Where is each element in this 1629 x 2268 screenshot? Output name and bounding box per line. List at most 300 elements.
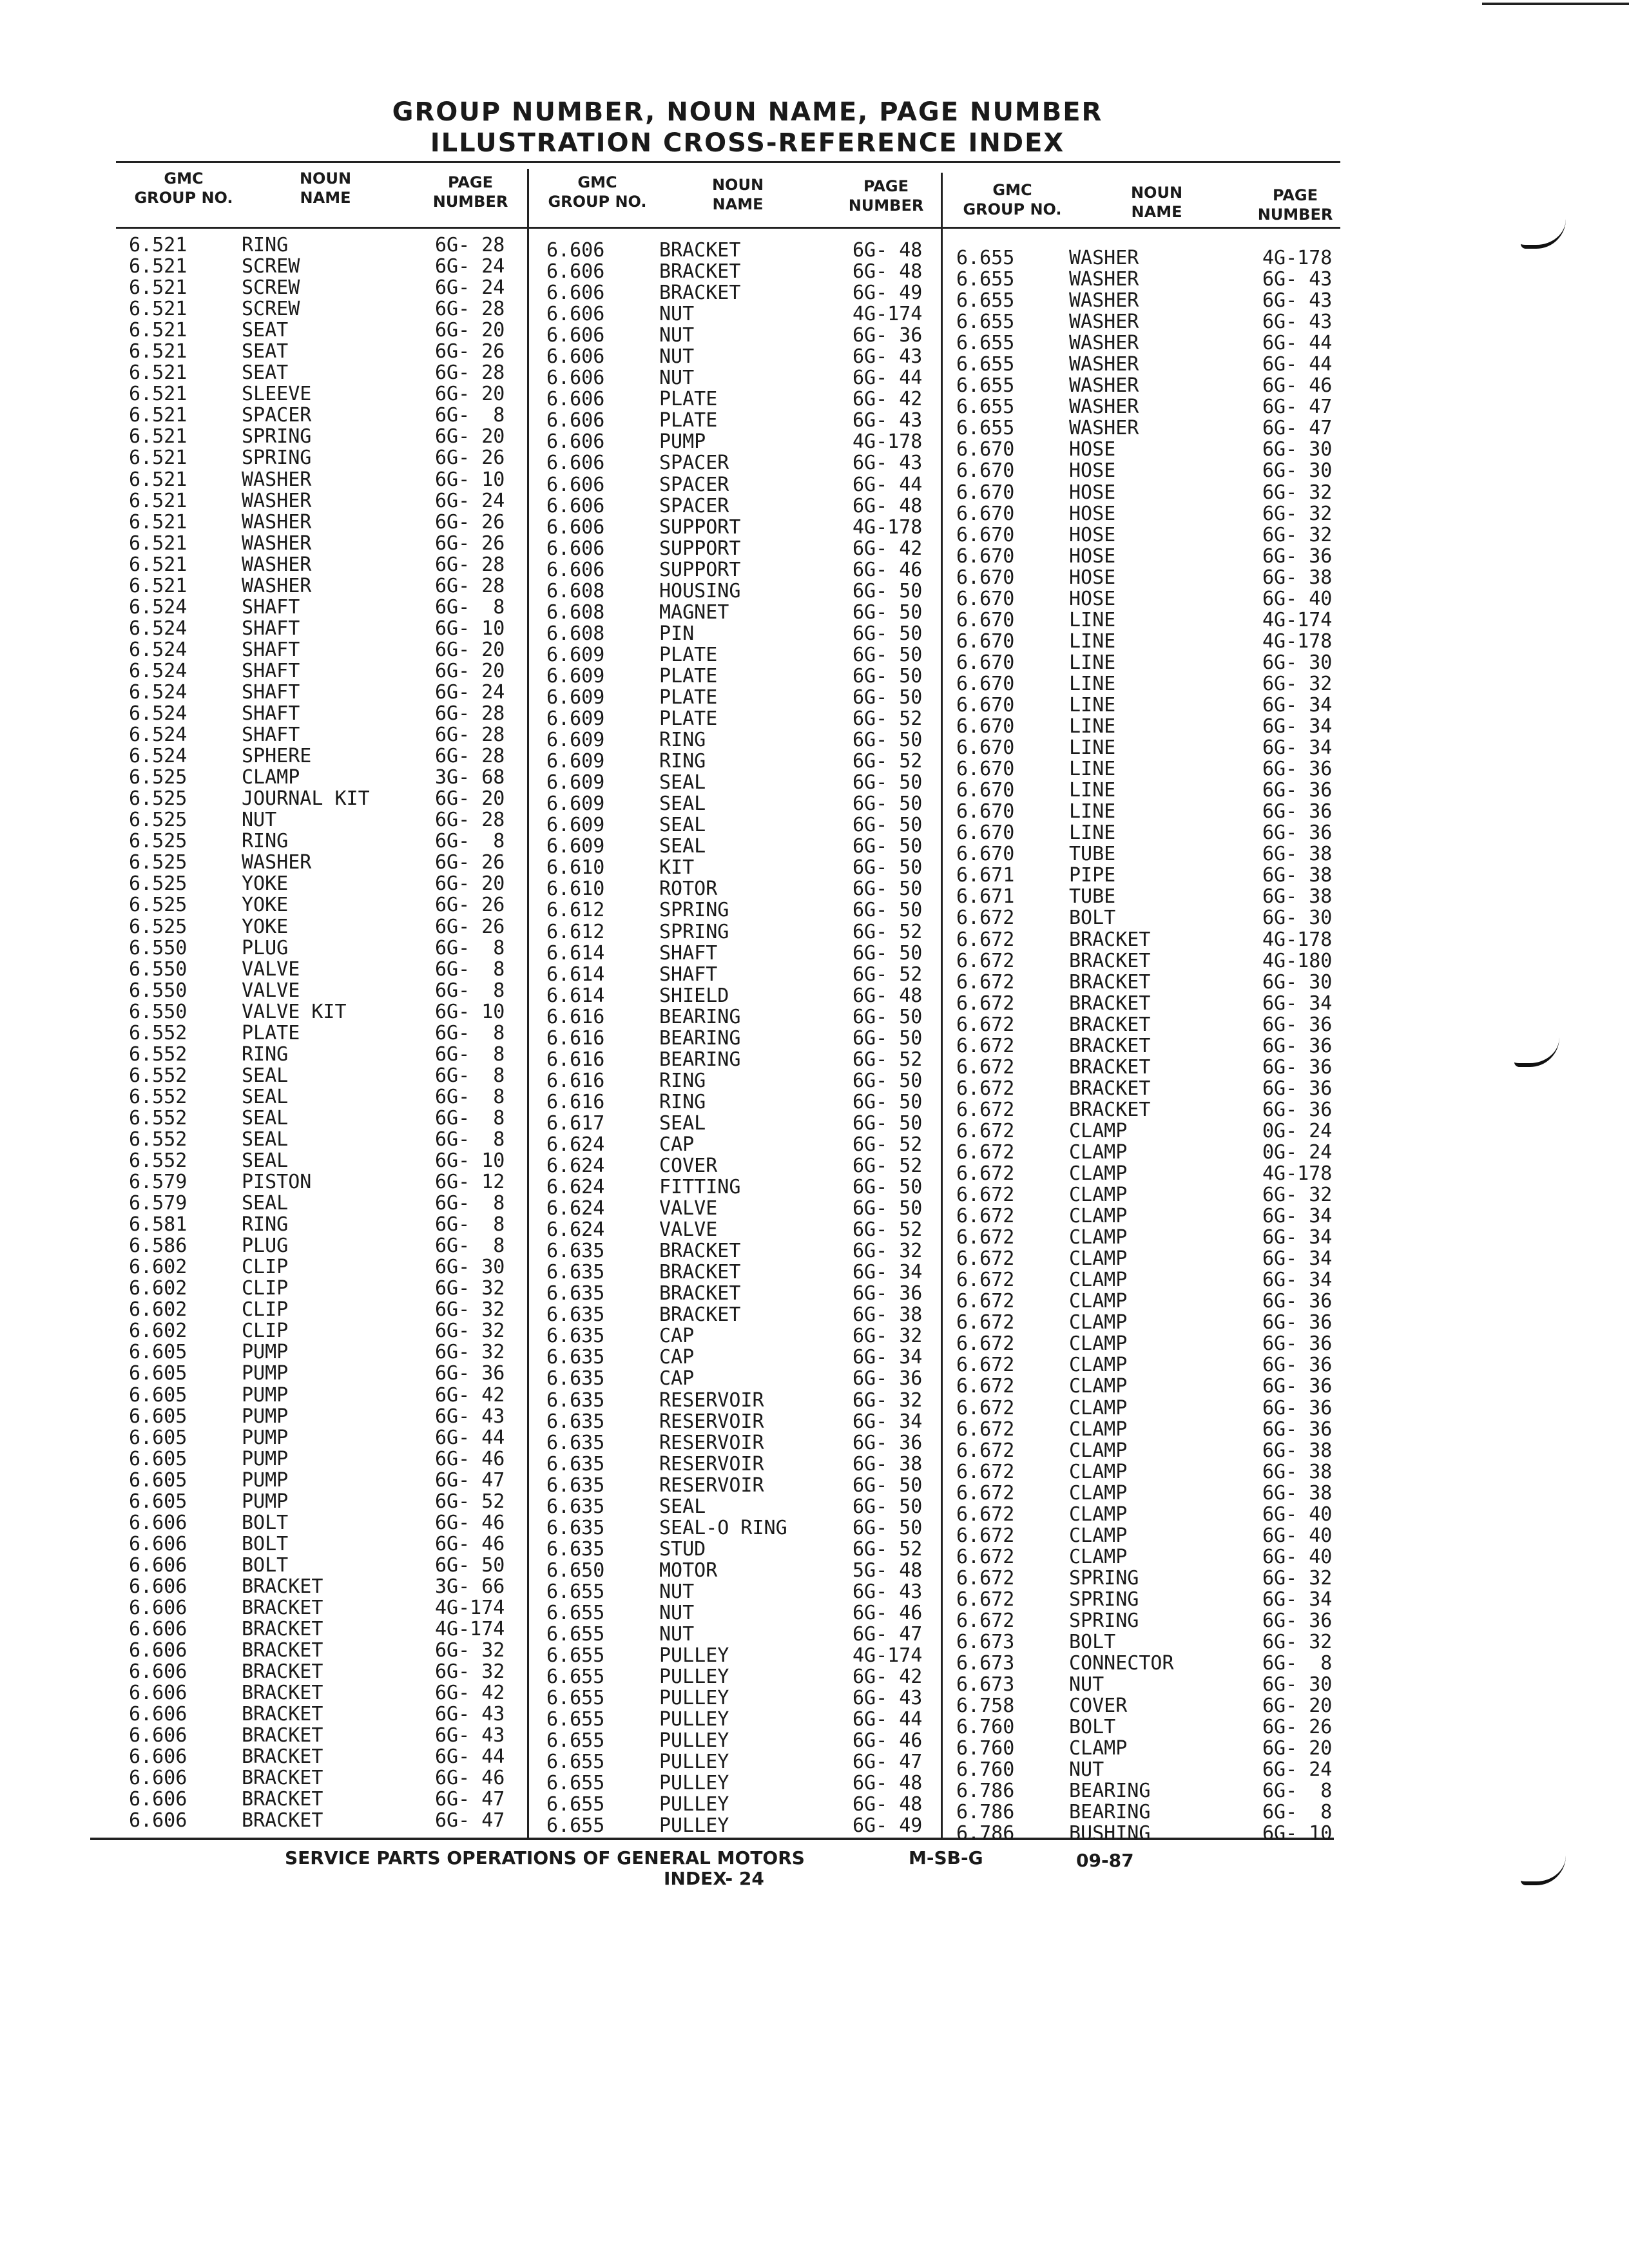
- noun-name: WASHER: [242, 489, 312, 512]
- group-number: 6.655: [546, 1666, 605, 1689]
- index-row: [546, 1177, 959, 1198]
- noun-name: PUMP: [242, 1447, 289, 1470]
- index-row: [129, 937, 541, 959]
- noun-name: CLIP: [242, 1277, 289, 1300]
- noun-name: SPRING: [659, 899, 729, 922]
- page-number: 6G- 52: [853, 1133, 923, 1156]
- page-number: 6G- 52: [853, 920, 923, 943]
- index-row: [546, 1581, 959, 1602]
- page-number: 6G- 46: [853, 1602, 923, 1624]
- group-number: 6.672: [956, 1545, 1015, 1568]
- index-row: [956, 1227, 1369, 1248]
- group-number: 6.521: [129, 574, 188, 597]
- page-number: 6G- 36: [1262, 1077, 1333, 1100]
- index-row: [956, 822, 1369, 843]
- noun-name: SCREW: [242, 298, 300, 321]
- group-number: 6.786: [956, 1822, 1015, 1845]
- group-number: 6.672: [956, 1566, 1015, 1590]
- page-number: 6G- 34: [1262, 1205, 1333, 1228]
- index-row: [546, 1645, 959, 1666]
- noun-name: PULLEY: [659, 1793, 729, 1816]
- group-number: 6.602: [129, 1320, 188, 1343]
- page-number: 6G- 28: [435, 298, 505, 321]
- index-row: [546, 410, 959, 431]
- index-row: [129, 1129, 541, 1150]
- index-row: [129, 1023, 541, 1044]
- page-number: 6G- 40: [1262, 1545, 1333, 1568]
- page-number: 6G- 34: [853, 1261, 923, 1284]
- page-number: 6G- 20: [435, 383, 505, 406]
- group-number: 6.609: [546, 664, 605, 687]
- page-number: 6G- 8: [435, 979, 505, 1002]
- group-number: 6.606: [129, 1553, 188, 1577]
- index-row: [546, 1496, 959, 1517]
- page-number: 6G- 28: [435, 745, 505, 768]
- group-number: 6.550: [129, 979, 188, 1002]
- page-number: 6G- 50: [853, 1090, 923, 1113]
- noun-name: HOSE: [1069, 523, 1116, 546]
- page-number: 6G- 32: [1262, 672, 1333, 695]
- index-row: [546, 985, 959, 1006]
- noun-name: VALVE: [242, 979, 300, 1002]
- group-number: 6.672: [956, 992, 1015, 1015]
- noun-name: CAP: [659, 1367, 695, 1390]
- group-number: 6.521: [129, 447, 188, 470]
- group-number: 6.610: [546, 878, 605, 901]
- noun-name: SEAL: [659, 835, 706, 858]
- index-row: [546, 1815, 959, 1836]
- index-row: [956, 1248, 1369, 1269]
- noun-name: BOLT: [242, 1532, 289, 1555]
- page-number: 6G- 50: [853, 878, 923, 901]
- page-number: 6G- 46: [435, 1767, 505, 1790]
- noun-name: RING: [659, 1069, 706, 1092]
- index-row: [129, 1171, 541, 1193]
- page-number: 6G- 32: [1262, 502, 1333, 525]
- page-number: 4G-180: [1262, 949, 1333, 972]
- group-number: 6.606: [546, 239, 605, 262]
- noun-name: LINE: [1069, 822, 1116, 845]
- index-row: [956, 1035, 1369, 1057]
- index-row: [956, 1057, 1369, 1078]
- index-row: [129, 1512, 541, 1533]
- page-number: 6G- 32: [853, 1389, 923, 1412]
- page-number: 6G- 20: [435, 872, 505, 896]
- page-number: 6G- 50: [853, 1005, 923, 1028]
- group-number: 6.635: [546, 1537, 605, 1561]
- group-number: 6.760: [956, 1758, 1015, 1782]
- page-number: 6G- 34: [1262, 1247, 1333, 1271]
- group-number: 6.608: [546, 622, 605, 645]
- page-number: 6G- 48: [853, 239, 923, 262]
- noun-name: CLAMP: [1069, 1226, 1128, 1249]
- noun-name: LINE: [1069, 672, 1116, 695]
- page-number: 6G- 40: [1262, 1524, 1333, 1547]
- index-row: [546, 240, 959, 261]
- page-number: 0G- 24: [1262, 1140, 1333, 1164]
- noun-name: BRACKET: [242, 1724, 323, 1747]
- noun-name: BRACKET: [242, 1788, 323, 1811]
- noun-name: PULLEY: [659, 1814, 729, 1838]
- index-row: [546, 581, 959, 602]
- noun-name: SPRING: [659, 920, 729, 943]
- noun-name: STUD: [659, 1537, 706, 1561]
- page-number: 6G- 30: [1262, 438, 1333, 461]
- page-number: 6G- 36: [1262, 1610, 1333, 1632]
- group-number: 6.655: [546, 1644, 605, 1667]
- col2-page-header: PAGE NUMBER: [848, 177, 924, 215]
- noun-name: BRACKET: [659, 1303, 741, 1327]
- page-number: 6G- 47: [1262, 417, 1333, 440]
- noun-name: BRACKET: [242, 1618, 323, 1641]
- noun-name: NUT: [659, 1602, 695, 1624]
- noun-name: PUMP: [242, 1468, 289, 1492]
- index-row: [956, 1099, 1369, 1120]
- noun-name: CLAMP: [1069, 1481, 1128, 1504]
- group-number: 6.552: [129, 1149, 188, 1173]
- index-row: [546, 1028, 959, 1049]
- group-number: 6.635: [546, 1282, 605, 1305]
- index-row: [129, 873, 541, 894]
- page-number: 6G- 42: [435, 1682, 505, 1705]
- index-row: [956, 1759, 1369, 1780]
- page-number: 6G- 8: [435, 1021, 505, 1044]
- page-number: 6G- 38: [1262, 1481, 1333, 1504]
- index-row: [129, 1256, 541, 1278]
- page-number: 6G- 50: [853, 601, 923, 624]
- group-number: 6.606: [546, 452, 605, 475]
- group-number: 6.635: [546, 1431, 605, 1454]
- index-row: [546, 1687, 959, 1709]
- noun-name: SEAL: [242, 1106, 289, 1129]
- group-number: 6.606: [546, 537, 605, 560]
- page-number: 4G-178: [853, 515, 923, 539]
- group-number: 6.655: [956, 332, 1015, 355]
- index-row: [546, 367, 959, 389]
- index-row: [129, 320, 541, 341]
- index-row: [546, 1730, 959, 1751]
- page-number: 6G- 30: [1262, 459, 1333, 483]
- index-row: [546, 836, 959, 857]
- index-row: [129, 235, 541, 256]
- group-number: 6.671: [956, 885, 1015, 908]
- page-number: 6G- 28: [435, 809, 505, 832]
- index-row: [129, 1320, 541, 1341]
- noun-name: CLAMP: [1069, 1247, 1128, 1271]
- noun-name: CLAMP: [1069, 1737, 1128, 1760]
- page-number: 6G- 26: [435, 915, 505, 938]
- noun-name: CLAMP: [1069, 1503, 1128, 1526]
- index-row: [546, 1325, 959, 1347]
- col3-noun-header: NOUN NAME: [1130, 184, 1183, 221]
- group-number: 6.672: [956, 1460, 1015, 1483]
- noun-name: LINE: [1069, 800, 1116, 823]
- index-row: [546, 261, 959, 282]
- group-number: 6.579: [129, 1192, 188, 1215]
- noun-name: BRACKET: [242, 1639, 323, 1662]
- group-number: 6.609: [546, 643, 605, 666]
- page-number: 6G- 50: [853, 856, 923, 879]
- group-number: 6.614: [546, 963, 605, 986]
- page-number: 6G- 8: [435, 404, 505, 427]
- index-row: [129, 894, 541, 916]
- index-row: [546, 1006, 959, 1028]
- index-row: [956, 1780, 1369, 1802]
- noun-name: SEAL: [659, 814, 706, 837]
- noun-name: CLIP: [242, 1256, 289, 1279]
- group-number: 6.655: [956, 417, 1015, 440]
- noun-name: PISTON: [242, 1171, 312, 1194]
- index-row: [546, 751, 959, 772]
- page-number: 6G- 8: [435, 1085, 505, 1108]
- noun-name: BRACKET: [242, 1575, 323, 1598]
- noun-name: CLAMP: [1069, 1439, 1128, 1462]
- index-row: [546, 1454, 959, 1475]
- noun-name: RING: [659, 1090, 706, 1113]
- index-row: [129, 1470, 541, 1491]
- group-number: 6.610: [546, 856, 605, 879]
- noun-name: MAGNET: [659, 601, 729, 624]
- index-row: [129, 1555, 541, 1576]
- index-row: [956, 1653, 1369, 1674]
- index-row: [129, 660, 541, 682]
- noun-name: PULLEY: [659, 1708, 729, 1731]
- page-number: 6G- 20: [1262, 1695, 1333, 1718]
- noun-name: BRACKET: [1069, 949, 1151, 972]
- index-row: [129, 1406, 541, 1427]
- group-number: 6.552: [129, 1043, 188, 1066]
- page-number: 6G- 20: [435, 638, 505, 661]
- group-number: 6.671: [956, 864, 1015, 887]
- page-number: 6G- 48: [853, 1772, 923, 1795]
- page-number: 6G- 20: [435, 659, 505, 682]
- group-number: 6.521: [129, 255, 188, 278]
- noun-name: SEAL: [659, 771, 706, 794]
- index-row: [956, 780, 1369, 801]
- noun-name: RESERVOIR: [659, 1389, 764, 1412]
- index-row: [129, 575, 541, 597]
- group-number: 6.670: [956, 544, 1015, 568]
- group-number: 6.609: [546, 750, 605, 773]
- page-number: 6G- 32: [853, 1325, 923, 1348]
- noun-name: COVER: [659, 1155, 718, 1178]
- page-number: 6G- 10: [435, 617, 505, 640]
- group-number: 6.672: [956, 1311, 1015, 1334]
- group-number: 6.606: [546, 473, 605, 496]
- index-row: [129, 1427, 541, 1448]
- index-row: [546, 1560, 959, 1581]
- group-number: 6.760: [956, 1737, 1015, 1760]
- page-number: 4G-178: [853, 430, 923, 454]
- group-number: 6.525: [129, 830, 188, 853]
- index-row: [129, 1682, 541, 1704]
- page-number: 6G- 26: [435, 851, 505, 874]
- noun-name: PULLEY: [659, 1729, 729, 1753]
- index-row: [956, 1014, 1369, 1035]
- noun-name: SHAFT: [242, 617, 300, 640]
- noun-name: BRACKET: [1069, 970, 1151, 994]
- group-number: 6.521: [129, 553, 188, 576]
- index-row: [956, 1419, 1369, 1440]
- index-row: [129, 1341, 541, 1363]
- group-number: 6.525: [129, 787, 188, 811]
- page-number: 6G- 32: [1262, 1184, 1333, 1207]
- group-number: 6.672: [956, 1119, 1015, 1142]
- group-number: 6.521: [129, 234, 188, 256]
- group-number: 6.521: [129, 361, 188, 385]
- noun-name: CLAMP: [1069, 1460, 1128, 1483]
- index-row: [129, 447, 541, 468]
- index-row: [129, 533, 541, 554]
- noun-name: CLAMP: [1069, 1140, 1128, 1164]
- group-number: 6.670: [956, 502, 1015, 525]
- group-number: 6.605: [129, 1341, 188, 1364]
- noun-name: NUT: [659, 1580, 695, 1603]
- group-number: 6.655: [546, 1751, 605, 1774]
- index-row: [129, 1193, 541, 1214]
- group-number: 6.672: [956, 1588, 1015, 1611]
- index-row: [956, 418, 1369, 439]
- index-row: [956, 886, 1369, 907]
- page-number: 6G- 36: [1262, 1396, 1333, 1419]
- noun-name: WASHER: [1069, 396, 1139, 419]
- noun-name: NUT: [659, 367, 695, 390]
- index-row: [546, 1283, 959, 1304]
- page-number: 6G- 50: [853, 622, 923, 645]
- noun-name: WASHER: [242, 553, 312, 576]
- index-row: [956, 1589, 1369, 1610]
- group-number: 6.616: [546, 1090, 605, 1113]
- noun-name: CLAMP: [1069, 1418, 1128, 1441]
- index-row: [956, 972, 1369, 993]
- footer-manual-code: M-SB-G: [909, 1847, 983, 1869]
- index-row: [546, 1198, 959, 1219]
- index-row: [956, 907, 1369, 928]
- page-number: 6G- 50: [853, 835, 923, 858]
- page-number: 6G- 36: [1262, 822, 1333, 845]
- page-number: 6G- 34: [853, 1346, 923, 1369]
- index-row: [129, 1661, 541, 1682]
- group-number: 6.605: [129, 1383, 188, 1407]
- page-number: 6G- 32: [435, 1639, 505, 1662]
- index-row: [129, 745, 541, 767]
- index-row: [546, 666, 959, 687]
- group-number: 6.655: [956, 268, 1015, 291]
- page-number: 6G- 34: [1262, 693, 1333, 716]
- index-row: [546, 899, 959, 921]
- page-number: 6G- 26: [435, 894, 505, 917]
- noun-name: VALVE: [659, 1197, 718, 1220]
- page-number: 4G-174: [853, 303, 923, 326]
- noun-name: SCREW: [242, 255, 300, 278]
- group-number: 6.672: [956, 1332, 1015, 1356]
- index-row: [546, 793, 959, 814]
- noun-name: RING: [242, 830, 289, 853]
- index-row: [129, 512, 541, 533]
- group-number: 6.606: [129, 1703, 188, 1726]
- noun-name: SPRING: [1069, 1566, 1139, 1590]
- group-number: 6.672: [956, 1503, 1015, 1526]
- group-number: 6.672: [956, 1140, 1015, 1164]
- group-number: 6.606: [546, 388, 605, 411]
- page-number: 6G- 8: [435, 1043, 505, 1066]
- index-row: [129, 831, 541, 852]
- noun-name: COVER: [1069, 1695, 1128, 1718]
- binder-mark-bottom: [1521, 1856, 1566, 1885]
- group-number: 6.672: [956, 1375, 1015, 1398]
- noun-name: LINE: [1069, 779, 1116, 802]
- page-number: 6G- 34: [1262, 715, 1333, 738]
- noun-name: CAP: [659, 1133, 695, 1156]
- index-row: [546, 772, 959, 793]
- page-number: 0G- 24: [1262, 1119, 1333, 1142]
- noun-name: BRACKET: [242, 1767, 323, 1790]
- index-row: [956, 269, 1369, 290]
- col2-noun-header: NOUN NAME: [711, 176, 764, 213]
- page-number: 6G- 50: [853, 771, 923, 794]
- index-row: [956, 1823, 1369, 1844]
- group-number: 6.521: [129, 468, 188, 491]
- page-number: 6G- 38: [1262, 1439, 1333, 1462]
- index-row: [546, 1240, 959, 1262]
- page-number: 6G- 30: [1262, 970, 1333, 994]
- noun-name: CLAMP: [1069, 1396, 1128, 1419]
- page-title-line2: ILLUSTRATION CROSS-REFERENCE INDEX: [430, 128, 1065, 158]
- noun-name: PLUG: [242, 936, 289, 959]
- page-number: 6G- 50: [853, 1197, 923, 1220]
- noun-name: BRACKET: [659, 239, 741, 262]
- index-row: [129, 1533, 541, 1555]
- group-number: 6.672: [956, 907, 1015, 930]
- index-row: [129, 1597, 541, 1619]
- index-row: [956, 950, 1369, 972]
- group-number: 6.655: [546, 1708, 605, 1731]
- group-number: 6.672: [956, 1184, 1015, 1207]
- index-row: [546, 282, 959, 303]
- group-number: 6.606: [546, 303, 605, 326]
- page-number: 6G- 26: [1262, 1716, 1333, 1739]
- group-number: 6.672: [956, 1077, 1015, 1100]
- noun-name: CONNECTOR: [1069, 1652, 1174, 1675]
- group-number: 6.635: [546, 1516, 605, 1539]
- noun-name: WASHER: [242, 851, 312, 874]
- group-number: 6.672: [956, 1418, 1015, 1441]
- noun-name: SPACER: [659, 473, 729, 496]
- page-number: 6G- 43: [853, 409, 923, 432]
- noun-name: WASHER: [1069, 247, 1139, 269]
- noun-name: BRACKET: [242, 1597, 323, 1619]
- group-number: 6.672: [956, 1396, 1015, 1419]
- page-number: 6G- 52: [853, 963, 923, 986]
- noun-name: CAP: [659, 1325, 695, 1348]
- group-number: 6.635: [546, 1452, 605, 1475]
- index-row: [956, 1504, 1369, 1525]
- page-number: 6G- 26: [435, 532, 505, 555]
- noun-name: WASHER: [1069, 311, 1139, 334]
- group-number: 6.609: [546, 771, 605, 794]
- page-number: 6G- 50: [853, 1495, 923, 1518]
- page-number: 6G- 26: [435, 340, 505, 363]
- group-number: 6.786: [956, 1801, 1015, 1824]
- page-number: 6G- 47: [853, 1623, 923, 1646]
- page-number: 6G- 36: [1262, 1055, 1333, 1079]
- noun-name: SUPPORT: [659, 558, 741, 581]
- index-row: [546, 1368, 959, 1389]
- group-number: 6.635: [546, 1367, 605, 1390]
- index-row: [956, 929, 1369, 950]
- index-row: [129, 1086, 541, 1108]
- index-row: [129, 383, 541, 405]
